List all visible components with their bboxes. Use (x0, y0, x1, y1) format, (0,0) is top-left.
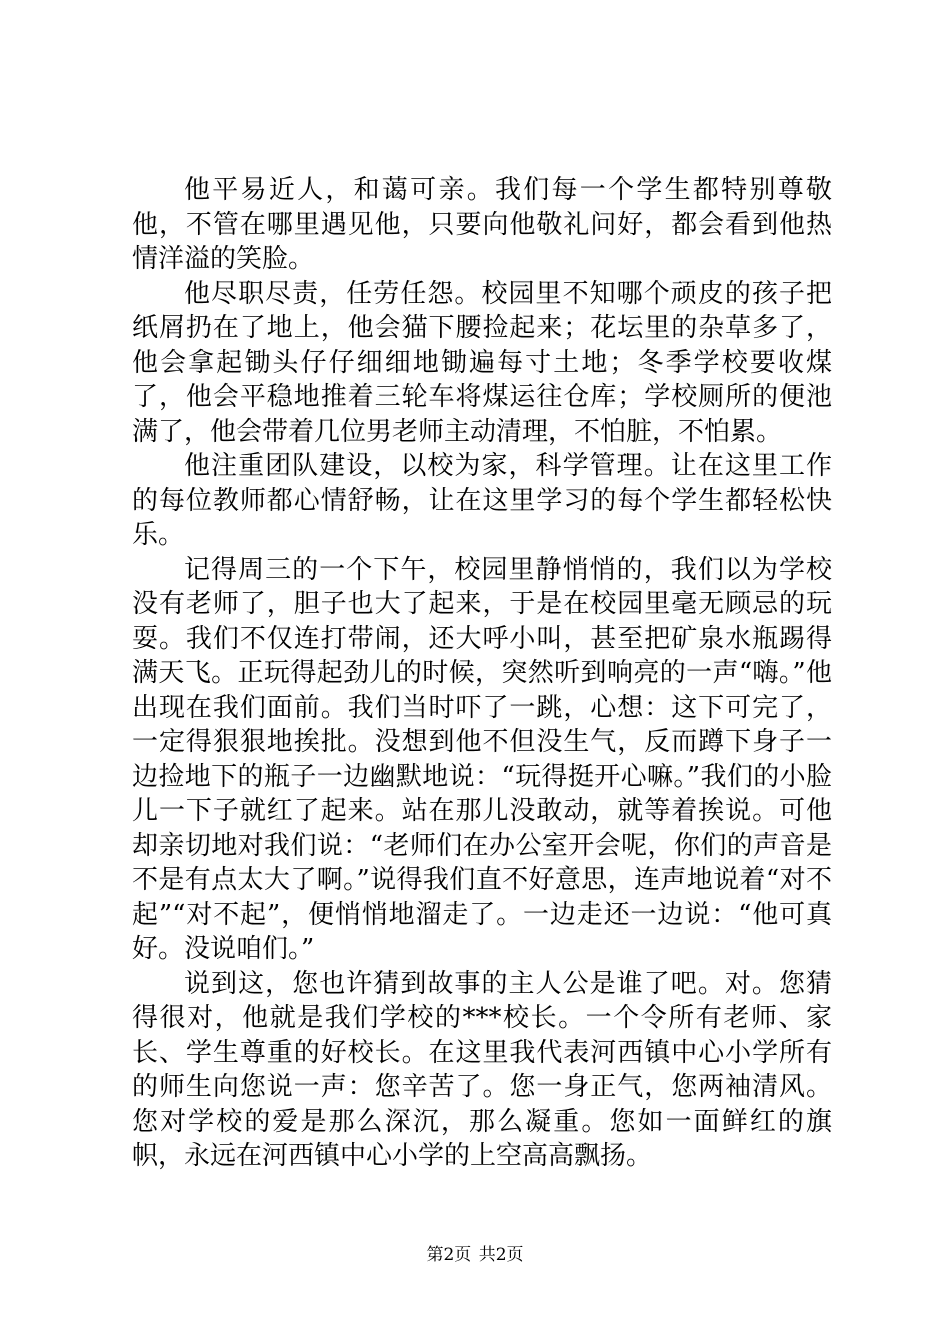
body-text (132, 173, 832, 1174)
paragraph-5: 说到这，您也许猜到故事的主人公是谁了吧。对。您猜得很对，他就是我们学校的***校长。一个令所有老师、家长、学生尊重的好校长。在这里我代表河西镇中心小学所有的师生向您说一声：您辛苦了。您一身正气，您两袖清风。您对学校的爱是那么深沉，那么凝重。您如一面鲜红的旗帜，永远在河西镇中心小学的上空高高飘扬。 (132, 968, 832, 1171)
paragraph-1: 他平易近人，和蔼可亲。我们每一个学生都特别尊敬他，不管在哪里遇见他，只要向他敬礼问好，都会看到他热情洋溢的笑脸。 (132, 175, 832, 274)
paragraph-2: 他尽职尽责，任劳任怨。校园里不知哪个顽皮的孩子把纸屑扔在了地上，他会猫下腰捡起来；花坛里的杂草多了，他会拿起锄头仔仔细细地锄遍每寸土地；冬季学校要收煤了，他会平稳地推着三轮车将煤运往仓库；学校厕所的便池满了，他会带着几位男老师主动清理，不怕脏，不怕累。 (132, 278, 832, 447)
page-footer: 第2页 共2页 (426, 1245, 524, 1265)
paragraph-4: 记得周三的一个下午，校园里静悄悄的，我们以为学校没有老师了，胆子也大了起来，于是在校园里毫无顾忌的玩耍。我们不仅连打带闹，还大呼小叫，甚至把矿泉水瓶踢得满天飞。正玩得起劲儿的时候，突然听到响亮的一声“嗨。”他出现在我们面前。我们当时吓了一跳，心想：这下可完了，一定得狠狠地挨批。没想到他不但没生气，反而蹲下身子一边捡地下的瓶子一边幽默地说：“玩得挺开心嘛。”我们的小脸儿一下子就红了起来。站在那儿没敢动，就等着挨说。可他却亲切地对我们说：“老师们在办公室开会呢，你们的声音是不是有点太大了啊。”说得我们直不好意思，连声地说着“对不起”“对不起”，便悄悄地溜走了。一边走还一边说：“他可真好。没说咱们。” (132, 554, 832, 964)
paragraph-3: 他注重团队建设，以校为家，科学管理。让在这里工作的每位教师都心情舒畅，让在这里学习的每个学生都轻松快乐。 (132, 451, 832, 550)
